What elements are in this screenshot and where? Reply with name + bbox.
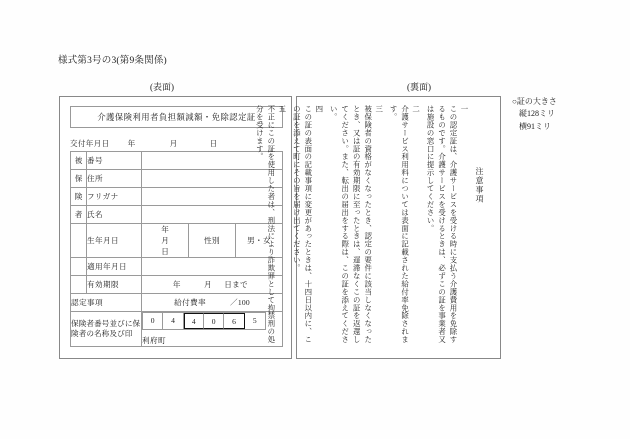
note-marker-2: 二	[411, 105, 421, 113]
benefit-rate-denominator: ／100	[230, 298, 250, 307]
insured-label-char-4: 者	[71, 206, 87, 224]
certificate-size-memo	[512, 96, 557, 133]
notes-heading: 注意事項	[475, 167, 484, 204]
table-row-apply-date	[71, 258, 283, 276]
insured-label-char-1: 被	[71, 152, 87, 170]
insurer-name: 利府町	[142, 336, 166, 345]
issue-date-label: 交付年月日	[70, 139, 110, 148]
field-label-sex: 性別	[189, 224, 236, 258]
insurer-digit-3: 4	[184, 313, 204, 329]
note-text-5: 不正にこの証を使用した者は、刑法により詐欺罪として拘禁刑の処分を受けます。	[255, 105, 276, 344]
valid-day-unit: 日まで	[224, 280, 248, 289]
note-text-3: 被保険者の資格がなくなったとき、認定の要件に該当しなくなったとき、又は証の有効期限に至ったときは、遅滞なくこの証を返還してください。また、転出の届出をする際は、この証を添えてください。	[329, 105, 373, 344]
valid-year-unit: 年	[172, 280, 181, 289]
field-label-name: 氏名	[87, 206, 142, 224]
note-item-2	[388, 105, 422, 348]
benefit-rate-label: 給付費率	[174, 298, 207, 307]
table-row-name	[71, 206, 283, 224]
note-text-2: 介護サービス利用料については表面に記載された給付率免除されます。	[389, 105, 410, 344]
insurer-digit-2: 4	[163, 313, 183, 329]
note-marker-5: 五	[277, 105, 287, 113]
field-value-sex[interactable]: 男・女	[236, 224, 283, 258]
note-marker-4: 四	[314, 105, 324, 113]
insured-person-table	[70, 151, 283, 347]
valid-month-unit: 月	[204, 280, 212, 289]
note-item-5	[254, 105, 288, 348]
note-text-1: この認定証は、介護サービスを受ける時に支払う介護費用を免除するものです。介護サービスを受けるときは、必ずこの証を事業者又は施設の窓口に提示してください。	[426, 105, 458, 344]
table-row-insurer	[71, 312, 283, 347]
insurer-digit-5: 6	[224, 313, 244, 329]
birthdate-year-unit: 年	[161, 225, 169, 234]
note-marker-3: 三	[374, 105, 384, 113]
note-text-4: この証の表面の記載事項に変更があったときは、十四日以内に、この証を添えて町にその旨を届け出てください。	[292, 105, 313, 344]
table-row-cert-item	[71, 294, 283, 312]
notes-container	[254, 105, 491, 350]
front-side-caption: (表面)	[150, 82, 174, 92]
insurer-number-boxes[interactable]	[142, 312, 266, 330]
table-row-furigana	[71, 188, 283, 206]
field-label-insurer: 保険者番号並びに保険者の名称及び印	[71, 312, 142, 347]
certificate-title-box	[70, 106, 283, 128]
field-value-birthdate[interactable]	[142, 224, 189, 258]
table-row-birthdate	[71, 224, 283, 258]
insured-label-char-2: 保	[71, 170, 87, 188]
table-row-number	[71, 152, 283, 170]
issue-date-month-unit: 月	[169, 139, 178, 148]
size-memo-line-3: 横91ミリ	[519, 121, 551, 131]
field-label-valid-until: 有効期限	[87, 276, 142, 294]
birthdate-month-unit: 月	[161, 236, 169, 245]
issue-date-row	[70, 135, 283, 149]
field-label-number: 番号	[87, 152, 142, 170]
size-memo-line-2: 縦128ミリ	[519, 109, 555, 119]
note-item-3	[328, 105, 385, 348]
issue-date-day-unit: 日	[209, 139, 218, 148]
note-marker-1: 一	[460, 105, 469, 113]
insurer-digit-6: 5	[252, 316, 257, 325]
note-item-1	[425, 105, 470, 348]
insured-label-char-3: 険	[71, 188, 87, 206]
field-label-cert-item: 認定事項	[71, 294, 142, 312]
front-side-content	[70, 106, 283, 347]
table-row-address	[71, 170, 283, 188]
insurer-digit-1: 0	[143, 313, 163, 329]
size-memo-line-1: ○証の大きさ	[512, 97, 557, 106]
birthdate-day-unit: 日	[161, 247, 169, 256]
certificate-title: 介護保険利用者負担額減額・免除認定証	[97, 113, 256, 122]
insurer-digit-4: 0	[204, 313, 224, 329]
back-side-caption: (裏面)	[407, 82, 431, 92]
issue-date-year-unit: 年	[127, 139, 136, 148]
form-number-heading: 様式第3号の3(第9条関係)	[58, 56, 167, 66]
table-row-valid-until	[71, 276, 283, 294]
field-label-address: 住所	[87, 170, 142, 188]
field-label-birthdate: 生年月日	[87, 224, 142, 258]
note-item-4	[291, 105, 325, 348]
field-label-furigana: フリガナ	[87, 188, 142, 206]
field-label-apply-date: 適用年月日	[87, 258, 142, 276]
